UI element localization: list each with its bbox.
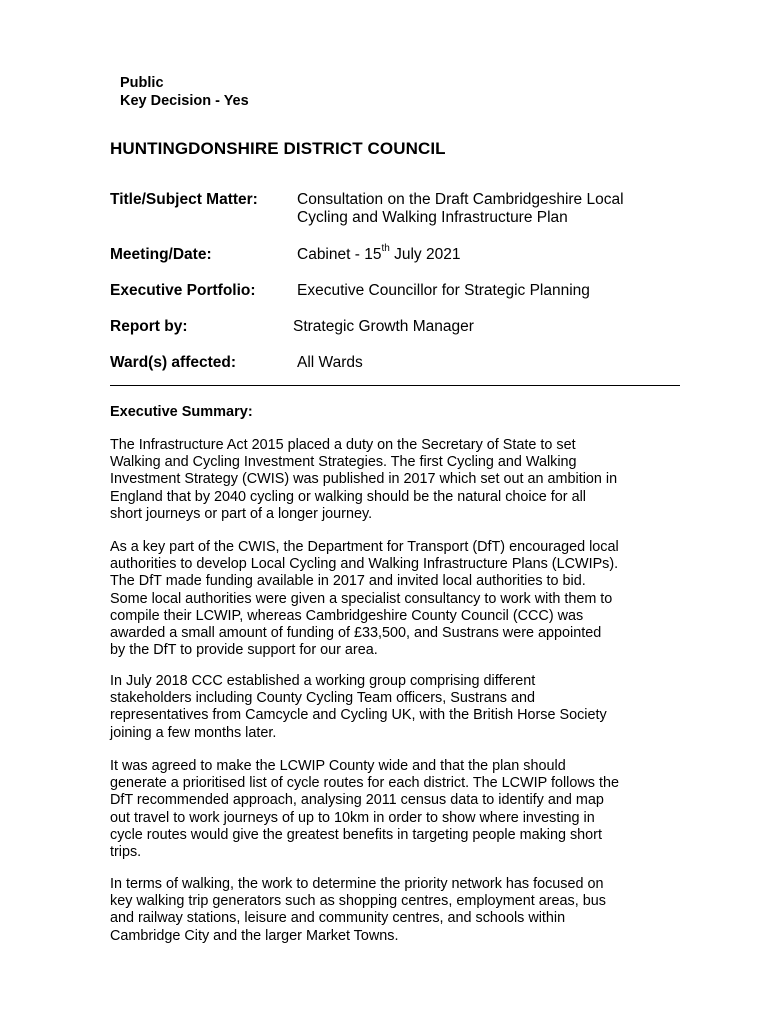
report-row <box>110 317 670 337</box>
title-label: Title/Subject Matter: <box>110 191 258 208</box>
paragraph-line: representatives from Camcycle and Cycling UK, with the British Horse Society <box>110 707 607 724</box>
wards-label: Ward(s) affected: <box>110 354 237 371</box>
classification-label: Public <box>120 75 164 91</box>
portfolio-value: Executive Councillor for Strategic Planning <box>297 282 590 299</box>
paragraph-line: It was agreed to make the LCWIP County wide and that the plan should <box>110 758 566 774</box>
paragraph-line: The Infrastructure Act 2015 placed a duty on the Secretary of State to set <box>110 437 576 453</box>
summary-paragraph-1 <box>110 437 670 523</box>
meeting-value <box>297 242 461 264</box>
title-row <box>110 190 670 230</box>
paragraph-line: out travel to work journeys of up to 10km in order to show where investing in <box>110 809 595 826</box>
title-value-line2: Cycling and Walking Infrastructure Plan <box>297 209 568 226</box>
wards-row <box>110 353 670 373</box>
meeting-value-suffix: July 2021 <box>389 246 461 263</box>
summary-paragraph-5 <box>110 876 670 945</box>
divider <box>110 385 680 386</box>
portfolio-row <box>110 281 670 301</box>
summary-paragraph-4 <box>110 758 670 861</box>
summary-paragraph-3 <box>110 673 670 742</box>
paragraph-line: stakeholders including County Cycling Team officers, Sustrans and <box>110 690 536 707</box>
meeting-value-sup: th <box>381 242 390 254</box>
wards-value: All Wards <box>297 354 363 371</box>
paragraph-line: In July 2018 CCC established a working group comprising different <box>110 673 536 689</box>
meeting-value-prefix: Cabinet - 15 <box>297 246 382 263</box>
paragraph-line: compile their LCWIP, whereas Cambridgeshire County Council (CCC) was <box>110 607 584 624</box>
paragraph-line: cycle routes would give the greatest benefits in targeting people making short <box>110 826 602 843</box>
paragraph-line: England that by 2040 cycling or walking should be the natural choice for all <box>110 488 586 505</box>
title-value-line1: Consultation on the Draft Cambridgeshire Local <box>297 191 624 208</box>
paragraph-line: Walking and Cycling Investment Strategies. The first Cycling and Walking <box>110 454 577 471</box>
paragraph-line: short journeys or part of a longer journey. <box>110 505 373 522</box>
council-name: HUNTINGDONSHIRE DISTRICT COUNCIL <box>110 139 446 158</box>
report-label: Report by: <box>110 318 188 335</box>
paragraph-line: key walking trip generators such as shopping centres, employment areas, bus <box>110 893 606 910</box>
meeting-row <box>110 242 670 265</box>
paragraph-line: Cambridge City and the larger Market Towns. <box>110 927 399 944</box>
paragraph-line: Investment Strategy (CWIS) was published in 2017 which set out an ambition in <box>110 471 618 488</box>
meeting-label: Meeting/Date: <box>110 246 212 263</box>
summary-paragraph-2 <box>110 539 670 659</box>
report-value: Strategic Growth Manager <box>293 318 474 335</box>
paragraph-line: joining a few months later. <box>110 724 277 741</box>
portfolio-label: Executive Portfolio: <box>110 282 256 299</box>
paragraph-line: As a key part of the CWIS, the Department for Transport (DfT) encouraged local <box>110 539 619 555</box>
paragraph-line: DfT recommended approach, analysing 2011 census data to identify and map <box>110 792 604 809</box>
paragraph-line: In terms of walking, the work to determine the priority network has focused on <box>110 876 604 892</box>
paragraph-line: generate a prioritised list of cycle routes for each district. The LCWIP follows the <box>110 775 619 792</box>
paragraph-line: The DfT made funding available in 2017 and invited local authorities to bid. <box>110 573 586 590</box>
key-decision-label: Key Decision - Yes <box>120 93 249 109</box>
document-header <box>120 74 249 110</box>
paragraph-line: Some local authorities were given a specialist consultancy to work with them to <box>110 590 613 607</box>
paragraph-line: authorities to develop Local Cycling and Walking Infrastructure Plans (LCWIPs). <box>110 556 619 573</box>
paragraph-line: by the DfT to provide support for our area. <box>110 642 378 659</box>
paragraph-line: trips. <box>110 844 142 861</box>
executive-summary-heading: Executive Summary: <box>110 404 253 420</box>
paragraph-line: awarded a small amount of funding of £33,500, and Sustrans were appointed <box>110 625 602 642</box>
paragraph-line: and railway stations, leisure and community centres, and schools within <box>110 910 566 927</box>
